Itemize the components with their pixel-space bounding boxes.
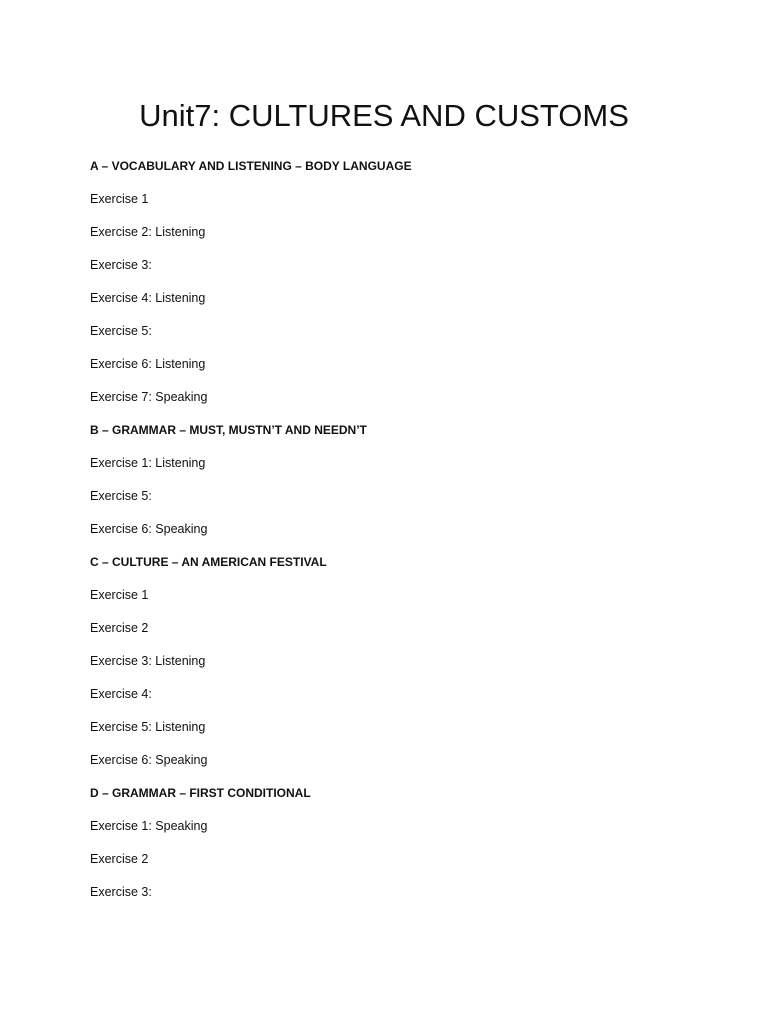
exercise-line: Exercise 4:	[90, 687, 152, 701]
exercise-line: Exercise 1: Listening	[90, 456, 206, 470]
section-heading-d: D – GRAMMAR – FIRST CONDITIONAL	[90, 786, 311, 800]
exercise-line: Exercise 5: Listening	[90, 720, 206, 734]
exercise-line: Exercise 3:	[90, 885, 152, 899]
exercise-line: Exercise 5:	[90, 324, 152, 338]
page-title: Unit7: CULTURES AND CUSTOMS	[139, 98, 629, 133]
section-heading-c: C – CULTURE – AN AMERICAN FESTIVAL	[90, 555, 327, 569]
section-heading-a: A – VOCABULARY AND LISTENING – BODY LANGUAGE	[90, 159, 412, 173]
exercise-line: Exercise 6: Speaking	[90, 753, 208, 767]
exercise-line: Exercise 1	[90, 192, 149, 206]
section-heading-b: B – GRAMMAR – MUST, MUSTN’T AND NEEDN’T	[90, 423, 367, 437]
exercise-line: Exercise 6: Listening	[90, 357, 206, 371]
exercise-line: Exercise 5:	[90, 489, 152, 503]
exercise-line: Exercise 3:	[90, 258, 152, 272]
exercise-line: Exercise 6: Speaking	[90, 522, 208, 536]
exercise-line: Exercise 2: Listening	[90, 225, 206, 239]
exercise-line: Exercise 2	[90, 852, 149, 866]
exercise-line: Exercise 1	[90, 588, 149, 602]
exercise-line: Exercise 1: Speaking	[90, 819, 208, 833]
exercise-line: Exercise 7: Speaking	[90, 390, 208, 404]
document-body	[90, 155, 710, 914]
exercise-line: Exercise 2	[90, 621, 149, 635]
exercise-line: Exercise 3: Listening	[90, 654, 206, 668]
exercise-line: Exercise 4: Listening	[90, 291, 206, 305]
